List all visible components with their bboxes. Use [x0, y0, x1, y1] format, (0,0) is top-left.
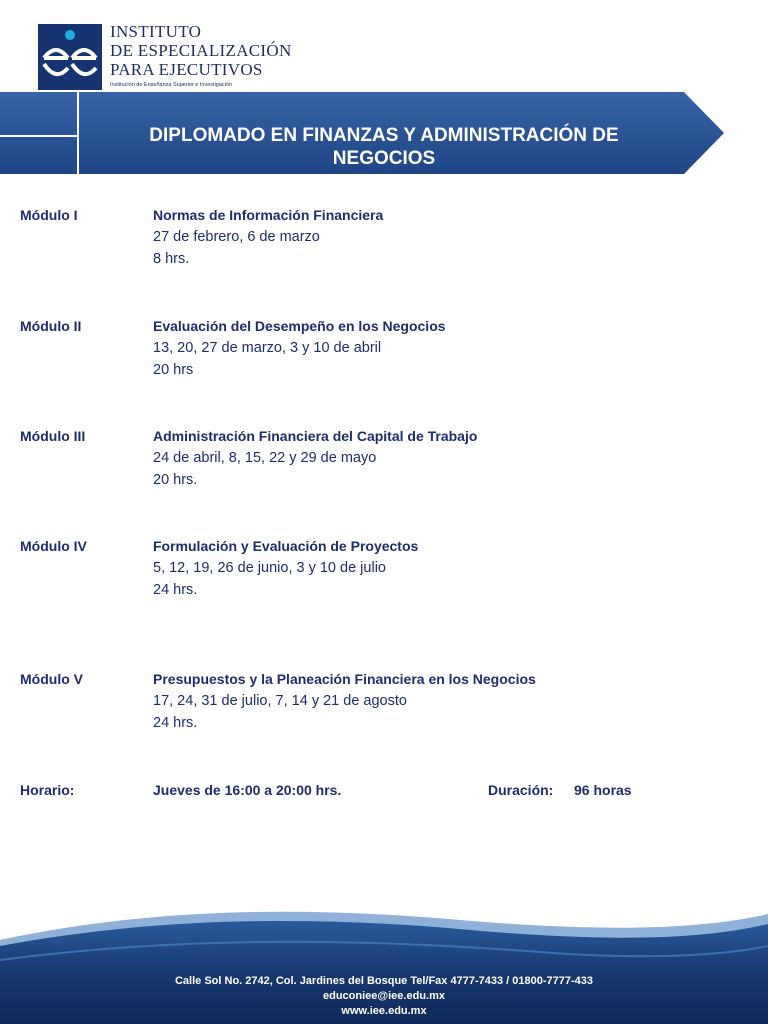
module-dates: 17, 24, 31 de julio, 7, 14 y 21 de agosto: [153, 693, 407, 709]
logo-wordmark: [110, 22, 292, 89]
module-title: Presupuestos y la Planeación Financiera en los Negocios: [153, 671, 536, 687]
title-line-2: NEGOCIOS: [332, 148, 436, 169]
module-details: [153, 668, 536, 734]
module-details: [153, 535, 418, 601]
logo-line-3: PARA EJECUTIVOS: [110, 60, 263, 79]
institute-logo: [38, 22, 308, 92]
schedule-value: Jueves de 16:00 a 20:00 hrs.: [153, 782, 342, 798]
module-label: Módulo III: [20, 428, 86, 444]
module-details: [153, 204, 383, 270]
module-label: Módulo II: [20, 318, 82, 334]
module-hours: 24 hrs.: [153, 582, 198, 598]
module-dates: 13, 20, 27 de marzo, 3 y 10 de abril: [153, 340, 382, 356]
module-hours: 20 hrs.: [153, 472, 198, 488]
module-title: Normas de Información Financiera: [153, 207, 384, 223]
module-label: Módulo IV: [20, 538, 87, 554]
logo-line-1: INSTITUTO: [110, 22, 202, 41]
title-line-1: DIPLOMADO EN FINANZAS Y ADMINISTRACIÓN DE: [149, 125, 619, 146]
module-hours: 8 hrs.: [153, 251, 190, 267]
module-title: Formulación y Evaluación de Proyectos: [153, 538, 419, 554]
module-dates: 27 de febrero, 6 de marzo: [153, 229, 320, 245]
schedule-label: Horario:: [20, 782, 75, 798]
module-hours: 20 hrs: [153, 362, 194, 378]
module-dates: 5, 12, 19, 26 de junio, 3 y 10 de julio: [153, 560, 386, 576]
module-hours: 24 hrs.: [153, 715, 198, 731]
duration-value: 96 horas: [574, 782, 632, 798]
footer-email[interactable]: educoniee@iee.edu.mx: [323, 990, 445, 1002]
logo-tagline: Institución de Enseñanza Superior e Investigación: [110, 82, 232, 88]
footer: [0, 900, 768, 1024]
module-details: [153, 315, 446, 381]
footer-website[interactable]: www.iee.edu.mx: [341, 1005, 427, 1017]
module-details: [153, 425, 477, 491]
duration-label: Duración:: [488, 782, 554, 798]
iee-logo-mark-icon: [38, 24, 102, 90]
footer-address: Calle Sol No. 2742, Col. Jardines del Bosque Tel/Fax 4777-7433 / 01800-7777-433: [174, 975, 593, 987]
module-label: Módulo I: [20, 207, 78, 223]
logo-line-2: DE ESPECIALIZACIÓN: [110, 41, 292, 60]
module-dates: 24 de abril, 8, 15, 22 y 29 de mayo: [153, 450, 377, 466]
module-title: Administración Financiera del Capital de Trabajo: [153, 428, 478, 444]
page-title: [100, 124, 668, 170]
module-label: Módulo V: [20, 671, 83, 687]
module-title: Evaluación del Desempeño en los Negocios: [153, 318, 446, 334]
